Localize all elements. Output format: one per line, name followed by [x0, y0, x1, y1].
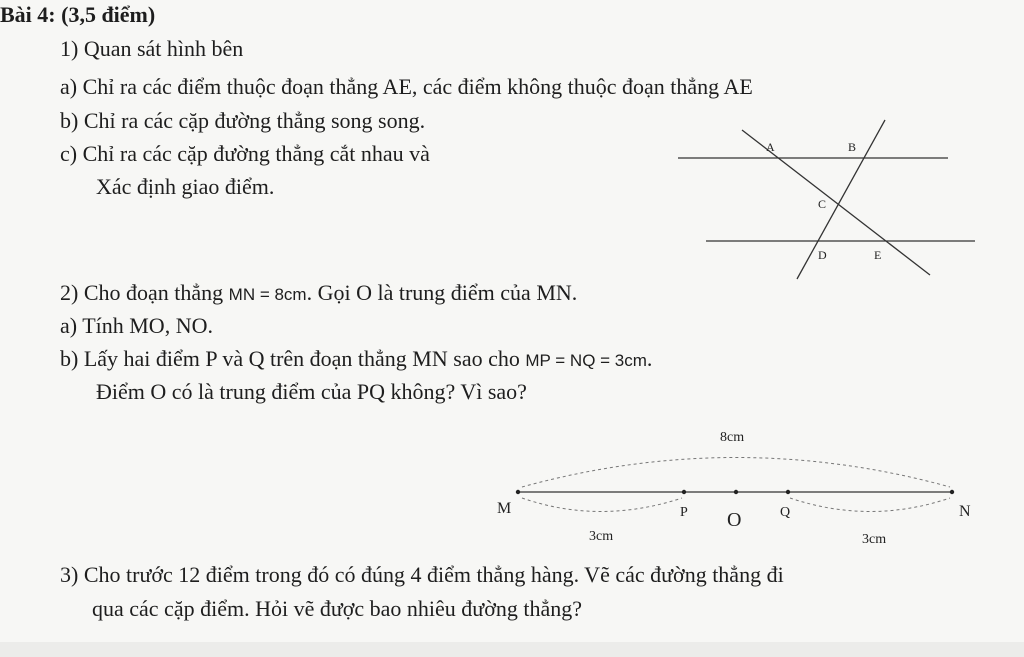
q1-intro: 1) Quan sát hình bên	[60, 36, 244, 61]
brace-QN	[790, 498, 950, 512]
q1-part-a: a) Chỉ ra các điểm thuộc đoạn thẳng AE, các điểm không thuộc đoạn thẳng AE	[60, 74, 753, 99]
label-total-length: 8cm	[720, 430, 745, 445]
q2-part-a: a) Tính MO, NO.	[60, 313, 213, 338]
label-P: P	[680, 505, 688, 520]
q2-part-b-math: MP = NQ = 3cm	[525, 351, 647, 370]
label-QN-length: 3cm	[862, 532, 887, 547]
label-MP-length: 3cm	[589, 529, 614, 544]
label-Q: Q	[780, 505, 791, 520]
q1-part-b: b) Chỉ ra các cặp đường thẳng song song.	[60, 108, 426, 133]
q2-part-b-question: Điểm O có là trung điểm của PQ không? Vì sao?	[96, 379, 527, 404]
label-O: O	[727, 509, 742, 531]
label-B: B	[848, 140, 857, 154]
page-bottom-edge	[0, 642, 1024, 657]
q2-intro-text-pre: 2) Cho đoạn thẳng	[60, 280, 229, 305]
brace-MN	[522, 458, 950, 488]
q2-part-b-text-pre: b) Lấy hai điểm P và Q trên đoạn thẳng MN sao cho	[60, 346, 526, 371]
point-Q	[786, 490, 790, 494]
label-E: E	[874, 248, 882, 262]
label-C: C	[818, 197, 827, 211]
point-N	[950, 490, 954, 494]
q3-line-2: qua các cặp điểm. Hỏi vẽ được bao nhiêu đường thẳng?	[92, 596, 583, 621]
label-A: A	[766, 140, 775, 154]
exercise-title: Bài 4: (3,5 điểm)	[0, 2, 156, 27]
label-N: N	[959, 503, 971, 520]
q2-intro-text-post: . Gọi O là trung điểm của MN.	[306, 280, 578, 305]
brace-MP	[522, 498, 682, 512]
point-M	[516, 490, 520, 494]
label-M: M	[497, 500, 512, 517]
label-D: D	[818, 248, 827, 262]
point-O	[734, 490, 738, 494]
q1-part-c: c) Chỉ ra các cặp đường thẳng cắt nhau và	[60, 141, 430, 166]
q1-part-c-continued: Xác định giao điểm.	[96, 174, 275, 199]
q3-line-1: 3) Cho trước 12 điểm trong đó có đúng 4 điểm thẳng hàng. Vẽ các đường thẳng đi	[60, 562, 784, 587]
q2-part-b-text-post: .	[646, 346, 653, 371]
point-P	[682, 490, 686, 494]
q2-intro-math: MN = 8cm	[228, 285, 307, 304]
